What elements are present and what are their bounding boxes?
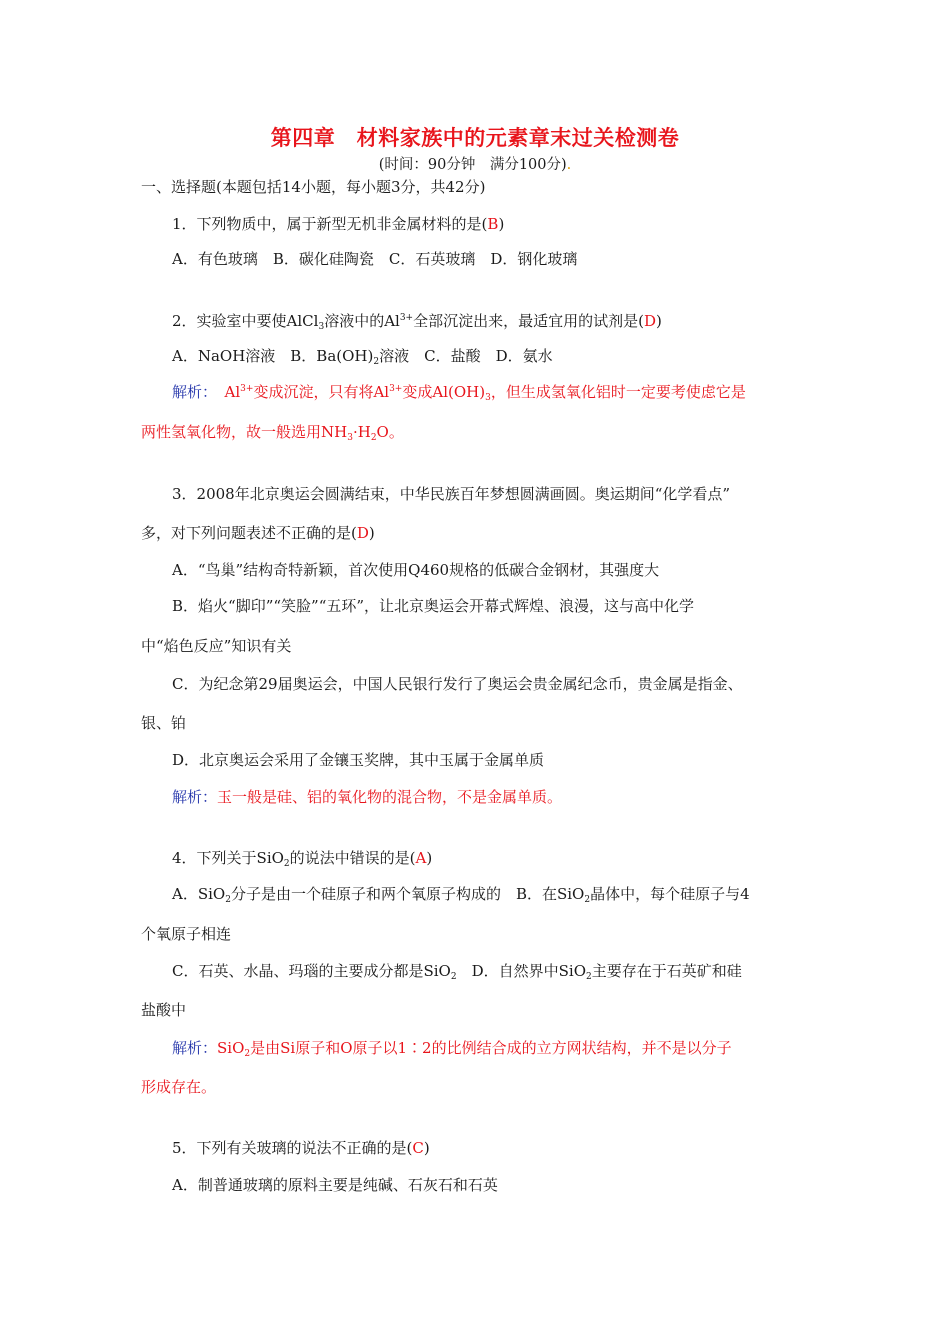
q4-exp-sub: 2 [244,1049,251,1059]
question-4-explanation [172,1038,732,1058]
question-2-options [172,346,553,366]
question-3-option-b: B．焰火“脚印”“笑脸”“五环”，让北京奥运会开幕式辉煌、浪漫，这与高中化学 [172,597,695,615]
q1-close: ) [498,215,505,233]
question-3-stem-cont [141,523,375,543]
q2-opt-a: A．NaOH溶液 B．Ba(OH) [172,347,374,365]
q2-exp-c: 变成Al(OH) [402,383,486,401]
q2-stem-c: 全部沉淀出来，最适宜用的试剂是( [413,312,644,330]
q5-answer: C [412,1139,424,1157]
q2-exp2-c: O。 [376,423,404,441]
q4-optA-a: A．SiO [172,885,226,903]
question-2-stem [172,311,662,331]
section-heading: 一、选择题(本题包括14小题，每小题3分，共42分) [141,178,486,196]
q4-stem-sub: 2 [283,859,290,869]
q2-exp2-sub2: 2 [370,433,377,443]
question-1-options: A．有色玻璃 B．碳化硅陶瓷 C．石英玻璃 D．钢化玻璃 [172,250,578,268]
question-3-stem: 3．2008年北京奥运会圆满结束，中华民族百年梦想圆满画圆。奥运期间“化学看点” [172,485,731,503]
q3-stem2: 多，对下列问题表述不正确的是( [141,524,357,542]
question-3-option-b-cont: 中“焰色反应”知识有关 [141,637,292,655]
q2-exp2-b: ·H [352,423,371,441]
q4-exp-label: 解析： [172,1039,218,1057]
q4-optC-c: 主要存在于石英矿和硅 [591,962,742,980]
q4-optA-sub1: 2 [225,895,231,905]
question-1-stem [172,214,504,234]
question-4-options-ab-cont: 个氧原子相连 [141,925,232,943]
q4-exp-a: SiO [217,1039,245,1057]
q2-sup: 3+ [399,313,414,323]
q5-stem: 5．下列有关玻璃的说法不正确的是( [172,1139,413,1157]
q2-sub: 3 [318,322,325,332]
q2-exp2-sub3: 3 [347,433,353,443]
q4-stem-c: 的说法中错误的是( [289,849,416,867]
question-5-option-a: A．制普通玻璃的原料主要是纯碱、石灰石和石英 [172,1176,498,1194]
q4-answer: A [415,849,427,867]
question-4-options-cd [172,961,742,981]
q2-exp-sup2: 3+ [389,384,403,394]
question-3-explanation [172,787,562,807]
q2-exp2-a: 两性氢氧化物，故一般选用NH [141,423,348,441]
q2-exp-b: 变成沉淀，只有将Al [253,383,390,401]
question-3-option-a: A．“鸟巢”结构奇特新颖，首次使用Q460规格的低碳合金钢材，其强度大 [172,561,660,579]
q4-stem-a: 4．下列关 [172,849,242,867]
q2-exp-sup1: 3+ [240,384,254,394]
q5-close: ) [423,1139,430,1157]
q2-exp-d: ，但生成氢氧化铝时一定要考使虑它是 [490,383,746,401]
q4-close: ) [426,849,433,867]
q2-close: ) [656,312,662,330]
q4-optC-b: D．自然界中SiO [456,962,586,980]
q4-stem-b: 于SiO [241,849,284,867]
q2-exp-a: Al [209,383,241,401]
question-4-options-ab [172,884,750,904]
q4-optA-sub2: 2 [584,895,591,905]
q3-exp-label: 解析： [172,788,218,806]
q4-optC-sub1: 2 [450,972,457,982]
question-2-explanation-cont [141,422,404,442]
mark-dot: . [566,157,572,173]
q1-stem-text: 1．下列物质中，属于新型无机非金属材料的是( [172,215,488,233]
exam-time-score: (时间：90分钟 满分100分) [378,157,567,173]
q2-opt-b: 溶液 C．盐酸 D．氨水 [379,347,553,365]
q4-optA-b: 分子是由一个硅原子和两个氧原子构成的 B．在SiO [230,885,585,903]
question-4-options-cd-cont: 盐酸中 [141,1001,187,1019]
q2-stem-a: 2．实验室中要使AlCl [172,312,319,330]
q1-answer: B [487,215,499,233]
question-3-option-c-cont: 银、铂 [141,714,187,732]
question-4-explanation-cont: 形成存在。 [141,1078,217,1096]
question-3-option-c: C．为纪念第29届奥运会，中国人民银行发行了奥运会贵金属纪念币，贵金属是指金、 [172,675,743,693]
question-5-stem [172,1138,430,1158]
page-title: 第四章 材料家族中的元素章末过关检测卷 [270,125,680,150]
question-2-explanation [172,382,746,402]
q2-exp-label: 解析： [172,383,210,401]
q3-exp: 玉一般是硅、铝的氧化物的混合物，不是金属单质。 [217,788,563,806]
q4-exp-b: 是由Si原子和O原子以1∶2的比例结合成的立方网状结构，并不是以分子 [250,1039,732,1057]
question-3-option-d: D．北京奥运会采用了金镶玉奖牌，其中玉属于金属单质 [172,751,545,769]
q3-answer: D [356,524,369,542]
q2-exp-sub: 3 [485,393,491,403]
q4-optC-a: C．石英、水晶、玛瑙的主要成分都是SiO [172,962,451,980]
q2-answer: D [643,312,656,330]
q4-optC-sub2: 2 [586,972,592,982]
q3-close: ) [368,524,375,542]
question-4-stem [172,848,432,868]
q2-opt-sub: 2 [373,357,380,367]
q2-stem-b: 溶液中的Al [324,312,400,330]
exam-info [0,153,950,174]
q4-optA-c: 晶体中，每个硅原子与4 [590,885,750,903]
